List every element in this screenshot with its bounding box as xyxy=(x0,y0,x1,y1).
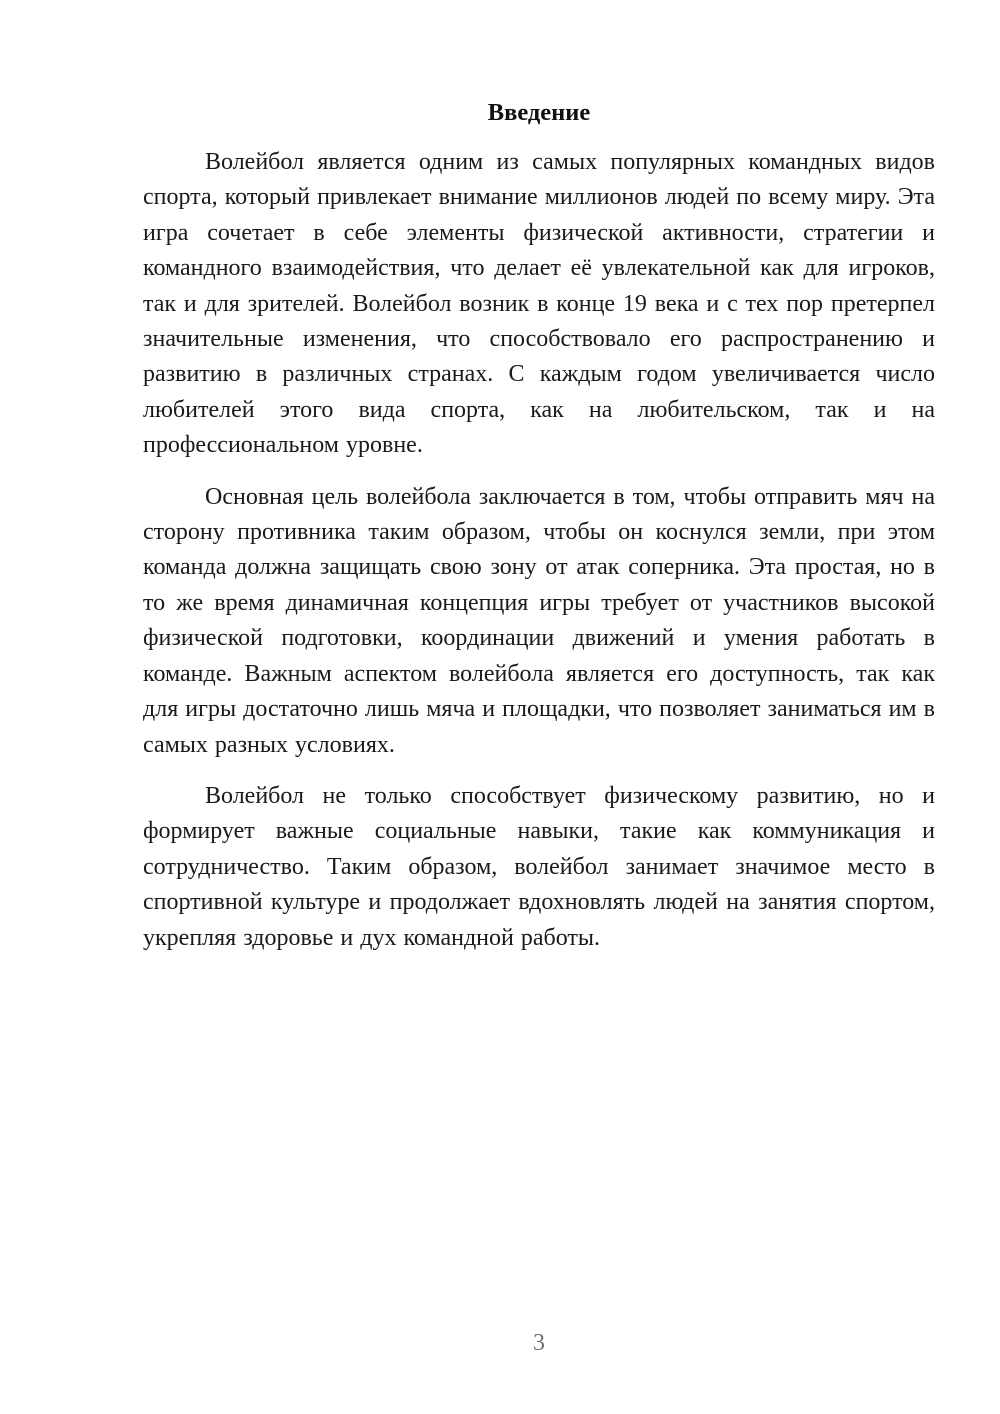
page-title: Введение xyxy=(487,99,591,126)
paragraph: Волейбол не только способствует физическому развитию, но и формирует важные социальные навыки, такие как коммуникация и сотрудничество. Таким образом, волейбол занимает значимое место в спортивной культуре и продолжает вдохновлять людей на занятия спортом, укрепляя здоровье и дух командной работы. xyxy=(143,782,935,951)
page-content xyxy=(143,95,935,972)
paragraph: Волейбол является одним из самых популярных командных видов спорта, который привлекает внимание миллионов людей по всему миру. Эта игра сочетает в себе элементы физической активности, стратегии и командного взаимодействия, что делает её увлекательной как для игроков, так и для зрителей. Волейбол возник в конце 19 века и с тех пор претерпел значительные изменения, что способствовало его распространению и развитию в различных странах. С каждым годом увеличивается число любителей этого вида спорта, как на любительском, так и на профессиональном уровне. xyxy=(143,149,935,459)
page-number: 3 xyxy=(533,1330,545,1356)
paragraph: Основная цель волейбола заключается в том, чтобы отправить мяч на сторону противника таким образом, чтобы он коснулся земли, при этом команда должна защищать свою зону от атак соперника. Эта простая, но в то же время динамичная концепция игры требует от участников высокой физической подготовки, координации движений и умения работать в команде. Важным аспектом волейбола является его доступность, так как для игры достаточно лишь мяча и площадки, что позволяет заниматься им в самых разных условиях. xyxy=(143,483,935,758)
